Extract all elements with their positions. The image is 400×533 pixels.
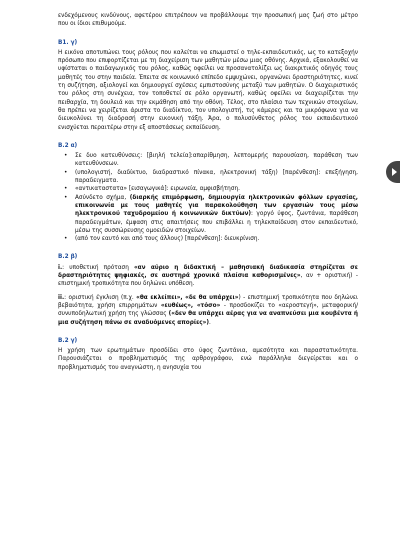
intro-paragraph: ενδεχόμενους κινδύνους, αφετέρου επιτρέπουν να προβάλλουμε την προσωπική μας ζωή στο μέτρο που οι ίδιοι επιθυμούμε. (58, 13, 358, 28)
bold-quote: («δεν θα υπάρχει αέρας για να αναπνεύσει μια κουβέντα ή μια συζήτηση πάνω σε αναδυόμενες απορίες») (58, 311, 358, 326)
section-body: Η εικόνα αποτυπώνει τους ρόλους που καλείται να επωμιστεί ο τηλε-εκπαιδευτικός, ως το κατεξοχήν πρόσωπο που επιφορτίζεται με τη διαχείριση των μαθητών μέσω μιας οθόνης. Αρχικά, εξακολουθεί να υφίσταται ο παιδαγωγικός του ρόλος, καθώς οφείλει να προσανατολίζει ως διακριτικός οδηγός τους μαθητές του στην παιδεία. Έπειτα σε κοινωνικό επίπεδο εμψυχώνει, οργανώνει δραστηριότητες, κινεί τη συζήτηση, αξιολογεί και δημιουργεί σχέσεις εμπιστοσύνης μεταξύ των μαθητών. Ο διαχειριστικός του ρόλος στη συνέχεια, τον τοποθετεί σε ρόλο οργανωτή, καθώς οφείλει να διαχειρίζεται την πειθαρχία, τη δουλειά και την εκμάθηση από την οθόνη. Τέλος, στο πλαίσιο των τεχνικών στοιχείων, θα πρέπει να χειρίζεται άριστα το διαδίκτυο, τον υπολογιστή, τις κάμερες και τα μικρόφωνα για να διευκολύνει τη διαδρασή στην εικονική τάξη. Άρα, ο πολυσύνθετος ρόλος του εκπαιδευτικού ενισχύεται περαιτέρω στην εξ αποστάσεως εκπαίδευση. (58, 49, 358, 131)
section-b2a (58, 142, 358, 244)
next-page-arrow-icon[interactable] (386, 161, 400, 183)
list-item-text: Σε δυο κατευθύνσεις: [βιηλή τελεία]:απαρίθμηση, λεπτομερής παρουσίαση, παράθεση των κατευθύνσεων. (75, 153, 358, 168)
paragraph-ii (58, 294, 358, 327)
list-item (58, 169, 358, 186)
section-heading: Β1. γ) (58, 39, 78, 46)
section-body: Η χρήση των ερωτημάτων προσδίδει στο ύφος ζωντάνια, αμεσότητα και παραστατικότητα. Παρουσιάζεται ο προβληματισμός της αρθρογράφου, ενώ παράλληλα διεγείρεται και ο προβληματισμός του αναγνώστη, η ανησυχία του (58, 348, 358, 371)
text-run: : οριστική έγκλιση (π.χ. (64, 294, 137, 301)
list-item-text: Ασύνδετο σχήμα, (75, 194, 130, 201)
list-item-text: : γοργό ύφος, ζωντάνια, παράθεση παραδειγμάτων, έμφαση στις απαιτήσεις που επιβάλλει η τηλεκπαίδευση στον εκπαιδευτικό, μέσω της συσσώρευσης ομοειδών στοιχείων. (75, 211, 358, 234)
section-b1g (58, 39, 358, 132)
section-heading: Β.2 β) (58, 254, 78, 261)
section-b2g (58, 337, 358, 372)
list-item-bold-text: (διαρκής επιμόρφωση, δημιουργία ηλεκτρονικών φόλλων εργασίας, επικοινωνία με τους μαθητές για παρακολούθηση των εργασιών τους μέσω ηλεκτρονικού ταχυδρομείου ή κοινωνικών δικτύων) (75, 194, 358, 218)
bullet-icon: • (64, 186, 68, 193)
document-page (58, 12, 358, 372)
list-item (58, 194, 358, 235)
list-item (58, 235, 358, 243)
bullet-icon: • (64, 236, 68, 243)
text-run: : υποθετική πρόταση (62, 264, 134, 271)
text-run: ) - επιστημική τροπικότητα που δηλώνει βεβαιότητα, χρήση επιρρημάτων (58, 294, 358, 309)
list-item-text: (από τον εαυτό και από τους άλλους) [παρένθεση]: διευκρίνιση. (75, 236, 260, 243)
bullet-icon: • (64, 153, 68, 160)
paragraph-i (58, 264, 358, 289)
section-heading: Β.2 γ) (58, 337, 78, 344)
item-number: i. (58, 264, 63, 271)
text-run: - προσδοκίζει το «αεροστεγή», μεταφορική/συνυποδηλωτική χρήση της γλώσσας (58, 302, 359, 318)
list-item-text: (υπολογιστή, διαδίκτυο, διαδραστικό πίνακα, ηλεκτρονική τάξη) [παρένθεση]: επεξήγηση, παραδειγματα. (75, 169, 358, 185)
item-number: ii. (58, 294, 65, 301)
section-heading: Β.2 α) (58, 142, 78, 149)
bullet-icon: • (64, 169, 68, 176)
bold-quote: «αν αύριο η διδακτική – μαθησιακή διαδικασία στηρίζεται σε δραστηριότητες ψηφιακές, σε αυστηρά χρονικά πλαίσια καθορισμένες» (58, 264, 358, 280)
text-run: . (209, 319, 211, 326)
bullet-icon: • (64, 194, 68, 201)
bold-quote: «θα εκλείπει», «δε θα υπάρχει» (136, 294, 239, 301)
bullet-list (58, 152, 358, 243)
text-run: , αν + οριστική) - επιστημική τροπικότητα που δηλώνει υπόθεση. (58, 273, 358, 288)
section-b2b (58, 253, 358, 326)
list-item (58, 152, 358, 169)
bold-quote: «ευθέως», «τόσο» (160, 302, 221, 309)
list-item (58, 185, 358, 193)
list-item-text: «αντικαταστατα» [εισαγωγικά]: ειρωνεία, αμφισβήτηση. (75, 186, 240, 193)
